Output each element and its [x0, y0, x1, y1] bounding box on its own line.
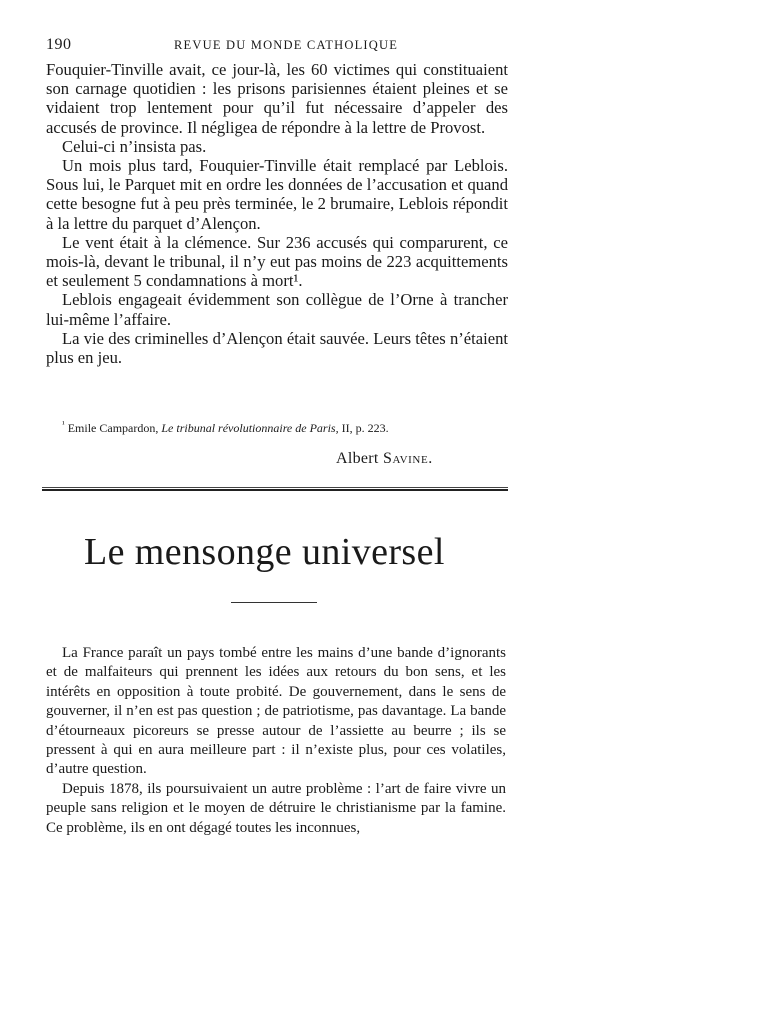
paragraph: Leblois engageait évidemment son collègue de l’Orne à trancher lui-même l’affaire.	[46, 290, 508, 329]
paragraph: Fouquier-Tinville avait, ce jour-là, les 60 victimes qui constituaient son carnage quotidien : les prisons parisiennes étaient pleines et se vidaient trop lentement pour qu’il fut nécessaire d’appeler des accusés de province. Il négligea de répondre à la lettre de Provost.	[46, 60, 508, 137]
paragraph: Depuis 1878, ils poursuivaient un autre problème : l’art de faire vivre un peuple sans religion et le moyen de détruire le christianisme par la famine. Ce problème, ils en ont dégagé toutes les inconnues,	[46, 780, 506, 836]
paragraph: Un mois plus tard, Fouquier-Tinville était remplacé par Leblois. Sous lui, le Parquet mit en ordre les données de l’accusation et quand cette besogne fut à peu près terminée, le 2 brumaire, Leblois répondit à la lettre du parquet d’Alençon.	[46, 156, 508, 233]
signature-first-name: Albert	[336, 450, 379, 467]
footnote-reference: II, p. 223.	[341, 421, 389, 435]
journal-title: REVUE DU MONDE CATHOLIQUE	[174, 38, 399, 52]
signature-last-name: Savine.	[383, 450, 433, 467]
article-body	[46, 60, 508, 367]
author-signature	[336, 450, 433, 468]
paragraph: Le vent était à la clémence. Sur 236 accusés qui comparurent, ce mois-là, devant le tribunal, il n’y eut pas moins de 223 acquittements et seulement 5 condamnations à mort¹.	[46, 232, 508, 291]
footnote-author: Emile Campardon,	[67, 421, 159, 435]
paragraph: La France paraît un pays tombé entre les mains d’une bande d’ignorants et de malfaiteurs qui prennent les idées aux retours du bon sens, et les intérêts en opposition à toute probité. De gouvernement, dans le sens de gouverner, il n’en est pas question ; de patriotisme, pas davantage. La bande d’étourneaux picoreurs se presse autour de l’assiette au beurre ; ils se pressent à qui en aura meilleure part : il n’existe plus, pour ces volatiles, d’autre question.	[46, 645, 506, 778]
running-head	[46, 36, 506, 56]
page-number: 190	[46, 36, 72, 53]
section-divider	[42, 487, 508, 491]
section-title: Le mensonge universel	[84, 531, 445, 573]
section-body	[46, 644, 506, 838]
footnote-marker: ¹	[62, 419, 65, 429]
paragraph: La vie des criminelles d’Alençon était sauvée. Leurs têtes n’étaient plus en jeu.	[46, 328, 508, 368]
title-underline	[231, 602, 317, 603]
footnote-work-title: Le tribunal révolutionnaire de Paris,	[161, 421, 339, 435]
paragraph: Celui-ci n’insista pas.	[62, 136, 207, 156]
footnote	[62, 417, 502, 435]
